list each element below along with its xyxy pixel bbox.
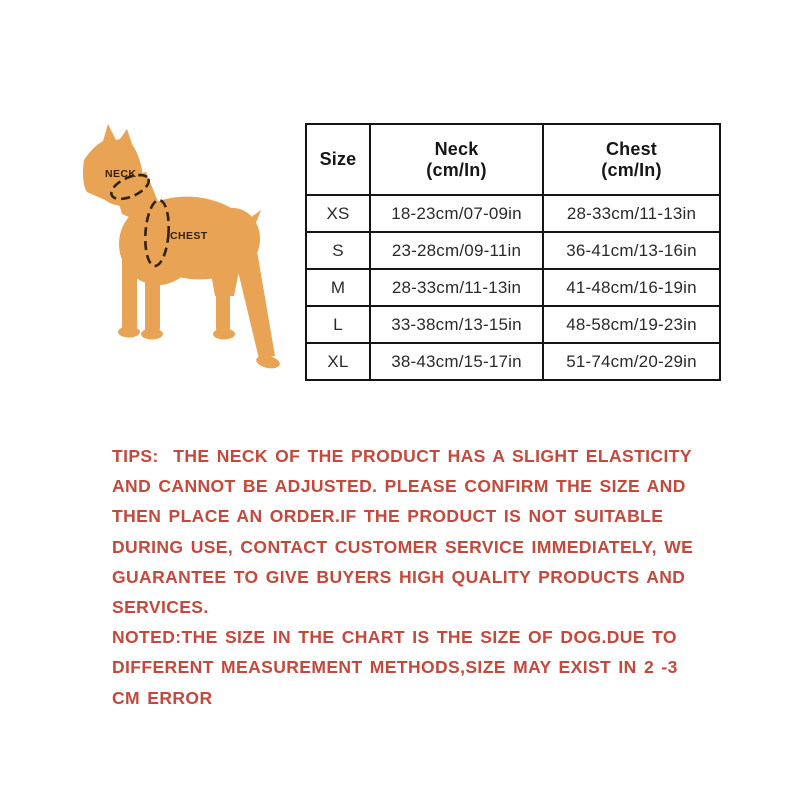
chest-label: CHEST [170,230,208,242]
neck-cell: 18-23cm/07-09in [370,195,543,232]
neck-column-header [370,124,543,195]
neck-label: NECK [105,168,137,180]
neck-header-unit: (cm/In) [426,159,487,180]
size-table [305,123,721,381]
dog-silhouette-illustration [58,106,310,402]
size-cell: XL [306,343,370,380]
noted-line: CM ERROR [112,687,213,708]
chest-header-unit: (cm/In) [601,159,662,180]
tips-line: AND CANNOT BE ADJUSTED. PLEASE CONFIRM THE SIZE AND [112,476,686,497]
chest-cell: 51-74cm/20-29in [543,343,720,380]
dog-silhouette [83,124,281,370]
table-row [306,269,720,306]
notes-text [112,441,752,713]
tips-line: DURING USE, CONTACT CUSTOMER SERVICE IMMEDIATELY, WE [112,536,694,557]
neck-cell: 23-28cm/09-11in [370,232,543,269]
table-header-row [306,124,720,195]
chest-cell: 36-41cm/13-16in [543,232,720,269]
tips-line: THEN PLACE AN ORDER.IF THE PRODUCT IS NOT SUITABLE [112,506,664,527]
size-header-label: Size [319,149,357,169]
neck-header-label: Neck [434,138,479,159]
chest-column-header [543,124,720,195]
neck-cell: 28-33cm/11-13in [370,269,543,306]
noted-line: NOTED:THE SIZE IN THE CHART IS THE SIZE OF DOG.DUE TO [112,627,677,648]
neck-cell: 33-38cm/13-15in [370,306,543,343]
tips-line: SERVICES. [112,597,209,618]
size-cell: S [306,232,370,269]
table-row [306,306,720,343]
table-row [306,232,720,269]
dog-measurement-diagram [58,106,310,402]
tips-line: TIPS: THE NECK OF THE PRODUCT HAS A SLIGHT ELASTICITY [112,446,692,466]
size-cell: XS [306,195,370,232]
chest-cell: 28-33cm/11-13in [543,195,720,232]
chest-cell: 41-48cm/16-19in [543,269,720,306]
tips-line: GUARANTEE TO GIVE BUYERS HIGH QUALITY PRODUCTS AND [112,566,686,587]
table-row [306,195,720,232]
size-column-header [306,124,370,195]
table-row [306,343,720,380]
noted-line: DIFFERENT MEASUREMENT METHODS,SIZE MAY EXIST IN 2 -3 [112,657,678,678]
neck-cell: 38-43cm/15-17in [370,343,543,380]
size-cell: M [306,269,370,306]
chest-cell: 48-58cm/19-23in [543,306,720,343]
chest-header-label: Chest [605,138,657,159]
size-cell: L [306,306,370,343]
